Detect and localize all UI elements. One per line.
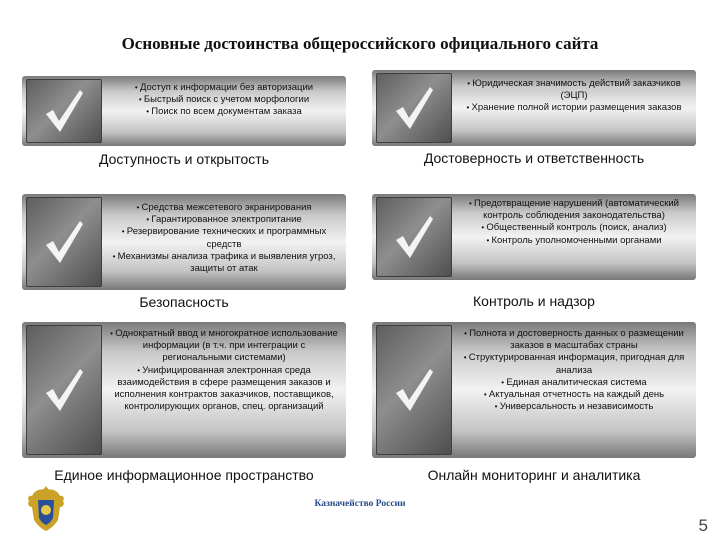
list-item: • Однократный ввод и многократное использование информации (в т.ч. при интеграции с региональными системами) [108,328,340,365]
list-item: • Единая аналитическая система [458,377,690,389]
checkmark-icon [43,87,85,135]
card-heading: Контроль и надзор [473,293,595,309]
card-items [458,328,690,413]
list-item: • Унифицированная электронная среда взаимодействия в сфере размещения заказов и исполнения контрактов заказчиков, поставщиков, контролирующих органов, спец. организаций [108,365,340,414]
list-item: • Предотвращение нарушений (автоматический контроль соблюдения законодательства) [458,198,690,222]
check-tile [26,325,102,455]
list-item: • Механизмы анализа трафика и выявления угроз, защиты от атак [108,251,340,275]
card-security [22,194,346,312]
list-item: • Поиск по всем документам заказа [108,106,340,118]
page-number: 5 [698,516,708,535]
card-accessibility [22,76,346,176]
check-tile [26,197,102,287]
list-item: • Контроль уполномоченными органами [458,235,690,247]
card-heading: Безопасность [139,294,229,310]
card-items [458,78,690,115]
list-item: • Актуальная отчетность на каждый день [458,389,690,401]
check-tile [376,197,452,277]
card-heading: Единое информационное пространство [54,467,314,483]
card-heading: Достоверность и ответственность [423,150,645,166]
card-reliability [372,70,696,170]
card-heading: Онлайн мониторинг и аналитика [427,467,641,483]
list-item: • Резервирование технических и программных средств [108,226,340,250]
list-item: • Гарантированное электропитание [108,214,340,226]
check-tile [376,73,452,143]
checkmark-icon [393,366,435,414]
check-tile [376,325,452,455]
list-item: • Общественный контроль (поиск, анализ) [458,222,690,234]
checkmark-icon [393,213,435,261]
list-item: • Полнота и достоверность данных о размещении заказов в масштабах страны [458,328,690,352]
card-heading: Доступность и открытость [98,151,269,167]
list-item: • Универсальность и независимость [458,401,690,413]
footer-organization: Казначейство России [314,499,406,509]
treasury-emblem-icon [26,486,66,532]
list-item: • Быстрый поиск с учетом морфологии [108,94,340,106]
checkmark-icon [43,218,85,266]
card-control [372,194,696,312]
card-items [108,82,340,119]
check-tile [26,79,102,143]
page-title: Основные достоинства общероссийского официального сайта [121,34,599,53]
list-item: • Структурированная информация, пригодная для анализа [458,352,690,376]
card-items [108,202,340,275]
card-monitoring [372,322,696,492]
checkmark-icon [43,366,85,414]
checkmark-icon [393,84,435,132]
list-item: • Доступ к информации без авторизации [108,82,340,94]
card-items [458,198,690,247]
card-items [108,328,340,413]
card-information-space [22,322,346,492]
list-item: • Юридическая значимость действий заказчиков (ЭЦП) [458,78,690,102]
list-item: • Хранение полной истории размещения заказов [458,102,690,114]
list-item: • Средства межсетевого экранирования [108,202,340,214]
